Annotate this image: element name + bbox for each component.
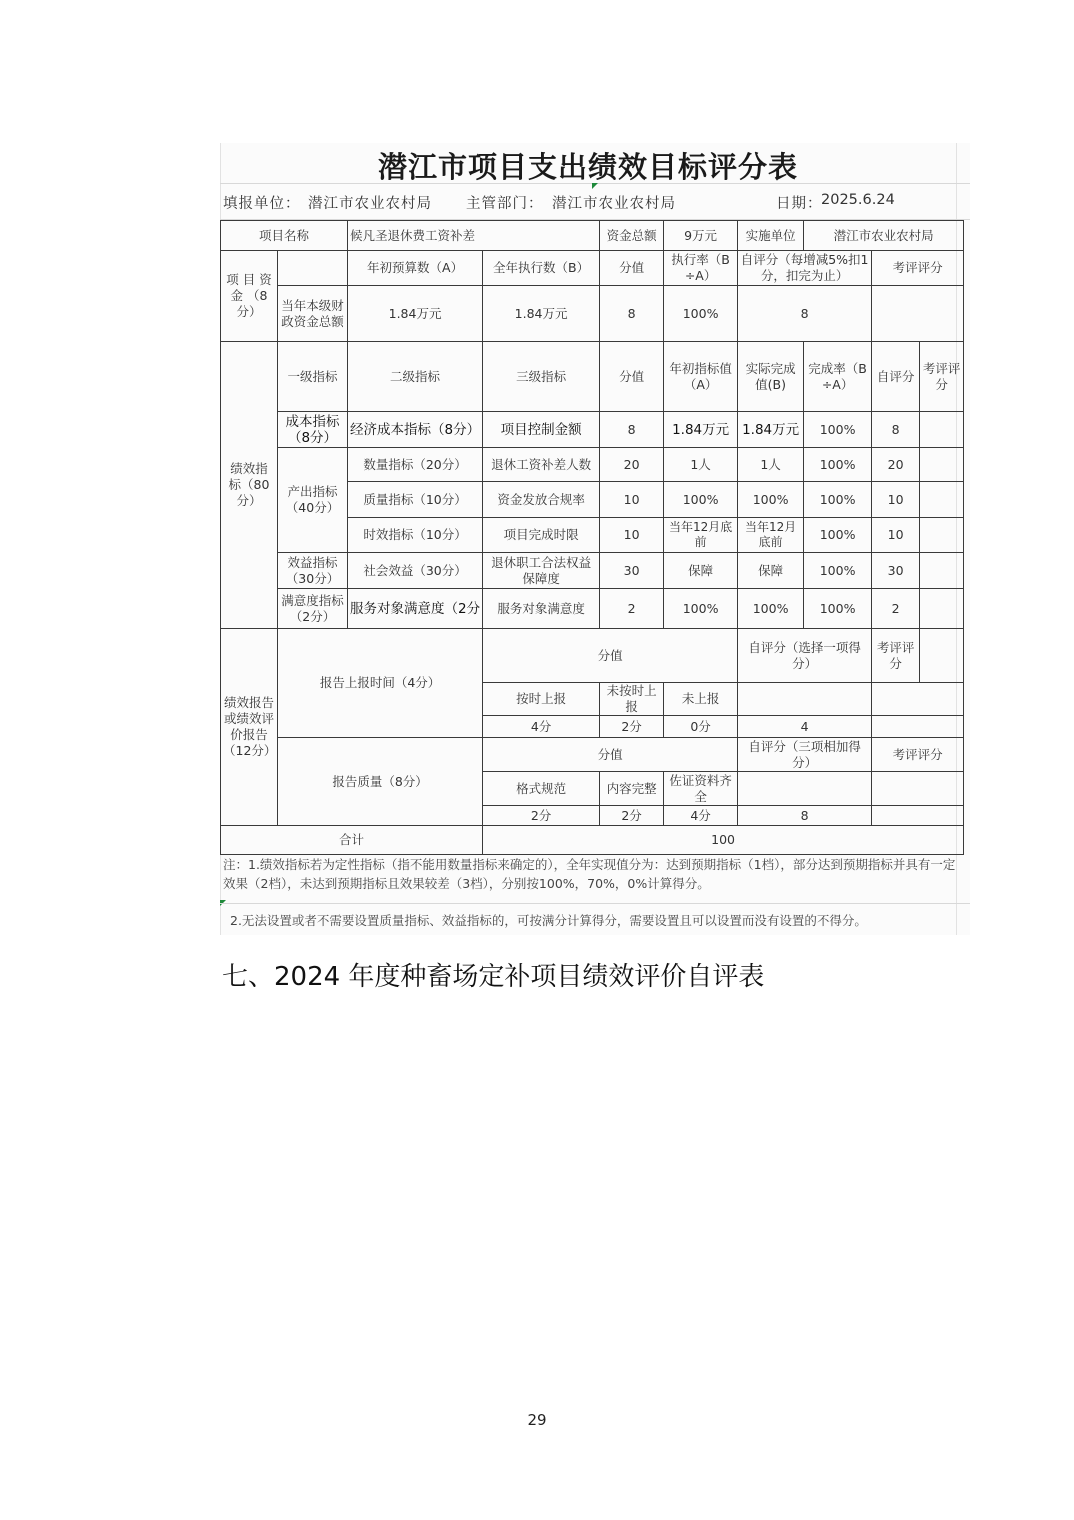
note-1: 注：1.绩效指标若为定性指标（指不能用数量指标来确定的），全年实现值分为：达到预期指标（1档），部分达到预期指标并具有一定效果（2档），未达到预期指标且效果较差（3档），分别按100%，70%，0%计算得分。 bbox=[223, 857, 956, 891]
indicator-rate: 100% bbox=[804, 448, 872, 482]
not-on-time-points: 2分 bbox=[600, 716, 664, 738]
perf-section-label: 绩效指 标（80 分） bbox=[221, 342, 278, 629]
indicator-lvl2: 质量指标（10分） bbox=[348, 482, 483, 518]
fiscal-rate: 100% bbox=[664, 286, 738, 342]
dept-label: 主管部门： bbox=[466, 196, 544, 212]
indicator-review bbox=[920, 589, 964, 629]
indicator-score: 10 bbox=[600, 518, 664, 553]
indicator-target: 1.84万元 bbox=[664, 412, 738, 448]
total-value: 100 bbox=[483, 826, 964, 855]
total-label: 合计 bbox=[221, 826, 483, 855]
score-header: 分值 bbox=[600, 251, 664, 286]
exec-b-header: 全年执行数（B） bbox=[483, 251, 600, 286]
empty-cell bbox=[872, 772, 964, 806]
review-score-header: 考评评分 bbox=[872, 251, 964, 286]
report-quality-label: 报告质量（8分） bbox=[278, 738, 483, 826]
indicator-rate: 100% bbox=[804, 412, 872, 448]
lvl3-header: 三级指标 bbox=[483, 342, 600, 412]
date-value: 2025.6.24 bbox=[821, 192, 895, 208]
budget-a-header: 年初预算数（A） bbox=[348, 251, 483, 286]
review-score-header: 考评评分 bbox=[920, 342, 964, 412]
evidence-points: 4分 bbox=[664, 806, 738, 826]
fiscal-exec: 1.84万元 bbox=[483, 286, 600, 342]
indicator-review bbox=[920, 412, 964, 448]
indicator-lvl2: 社会效益（30分） bbox=[348, 553, 483, 589]
indicator-lvl3: 服务对象满意度 bbox=[483, 589, 600, 629]
indicator-review bbox=[920, 553, 964, 589]
impl-unit: 潜江市农业农村局 bbox=[804, 221, 964, 251]
empty-cell bbox=[920, 629, 964, 683]
quality-self-header: 自评分（三项相加得分） bbox=[738, 738, 872, 772]
date-label: 日期： bbox=[776, 196, 823, 212]
indicator-review bbox=[920, 518, 964, 553]
indicator-actual: 1.84万元 bbox=[738, 412, 804, 448]
exec-rate-header: 执行率（B÷A） bbox=[664, 251, 738, 286]
report-self-header: 自评分（选择一项得分） bbox=[738, 629, 872, 683]
indicator-actual: 保障 bbox=[738, 553, 804, 589]
fund-total-label: 资金总额 bbox=[600, 221, 664, 251]
fiscal-review-score bbox=[872, 286, 964, 342]
indicator-lvl3: 退休职工合法权益保障度 bbox=[483, 553, 600, 589]
scanned-score-form bbox=[220, 143, 970, 935]
project-name-label: 项目名称 bbox=[221, 221, 348, 251]
fiscal-total-label: 当年本级财政资金总额 bbox=[278, 286, 348, 342]
indicator-rate: 100% bbox=[804, 518, 872, 553]
indicator-target: 保障 bbox=[664, 553, 738, 589]
empty-cell bbox=[872, 683, 964, 716]
indicator-lvl3: 资金发放合规率 bbox=[483, 482, 600, 518]
indicator-rate: 100% bbox=[804, 482, 872, 518]
sheet-gridline bbox=[220, 903, 970, 904]
indicator-review bbox=[920, 482, 964, 518]
not-reported-points: 0分 bbox=[664, 716, 738, 738]
indicator-rate: 100% bbox=[804, 553, 872, 589]
quality-review-score bbox=[872, 806, 964, 826]
indicator-lvl3: 项目控制金额 bbox=[483, 412, 600, 448]
on-time-option: 按时上报 bbox=[483, 683, 600, 716]
indicator-self: 2 bbox=[872, 589, 920, 629]
format-points: 2分 bbox=[483, 806, 600, 826]
indicator-lvl2: 数量指标（20分） bbox=[348, 448, 483, 482]
indicator-target: 100% bbox=[664, 589, 738, 629]
content-option: 内容完整 bbox=[600, 772, 664, 806]
form-title: 潜江市项目支出绩效目标评分表 bbox=[377, 150, 798, 184]
indicator-actual: 100% bbox=[738, 482, 804, 518]
actual-b-header: 实际完成值(B) bbox=[738, 342, 804, 412]
on-time-points: 4分 bbox=[483, 716, 600, 738]
quality-score-header: 分值 bbox=[483, 738, 738, 772]
indicator-target: 100% bbox=[664, 482, 738, 518]
indicator-review bbox=[920, 448, 964, 482]
indicator-target: 1人 bbox=[664, 448, 738, 482]
lvl2-header: 二级指标 bbox=[348, 342, 483, 412]
evidence-option: 佐证资料齐全 bbox=[664, 772, 738, 806]
score-header: 分值 bbox=[600, 342, 664, 412]
indicator-lvl3: 项目完成时限 bbox=[483, 518, 600, 553]
completion-header: 完成率（B÷A） bbox=[804, 342, 872, 412]
empty-cell bbox=[278, 251, 348, 286]
note-2: 2.无法设置或者不需要设置质量指标、效益指标的，可按满分计算得分，需要设置且可以设置而没有设置的不得分。 bbox=[230, 913, 867, 928]
format-option: 格式规范 bbox=[483, 772, 600, 806]
fiscal-budget: 1.84万元 bbox=[348, 286, 483, 342]
self-score-header: 自评分 bbox=[872, 342, 920, 412]
indicator-lvl1: 产出指标（40分） bbox=[278, 448, 348, 553]
report-time-review-score bbox=[872, 716, 964, 738]
report-score-header: 分值 bbox=[483, 629, 738, 683]
indicator-score: 10 bbox=[600, 482, 664, 518]
quality-self-score: 8 bbox=[738, 806, 872, 826]
dept-value: 潜江市农业农村局 bbox=[552, 196, 676, 212]
empty-cell bbox=[738, 772, 872, 806]
filler-label: 填报单位： bbox=[223, 196, 301, 212]
section-heading: 七、2024 年度种畜场定补项目绩效评价自评表 bbox=[222, 962, 765, 992]
indicator-lvl2: 经济成本指标（8分） bbox=[348, 412, 483, 448]
not-on-time-option: 未按时上报 bbox=[600, 683, 664, 716]
indicator-score: 20 bbox=[600, 448, 664, 482]
indicator-self: 10 bbox=[872, 482, 920, 518]
report-time-self-score: 4 bbox=[738, 716, 872, 738]
fund-section-label: 项 目 资 金 （8分） bbox=[221, 251, 278, 342]
indicator-actual: 100% bbox=[738, 589, 804, 629]
indicator-lvl1: 满意度指标（2分） bbox=[278, 589, 348, 629]
indicator-actual: 1人 bbox=[738, 448, 804, 482]
lvl1-header: 一级指标 bbox=[278, 342, 348, 412]
impl-unit-label: 实施单位 bbox=[738, 221, 804, 251]
score-table bbox=[220, 220, 964, 855]
indicator-target: 当年12月底前 bbox=[664, 518, 738, 553]
indicator-lvl1: 效益指标（30分） bbox=[278, 553, 348, 589]
indicator-lvl2: 时效指标（10分） bbox=[348, 518, 483, 553]
indicator-self: 10 bbox=[872, 518, 920, 553]
indicator-self: 30 bbox=[872, 553, 920, 589]
quality-review-header: 考评评分 bbox=[872, 738, 964, 772]
self-eval-rule-header: 自评分（每增减5%扣1分，扣完为止） bbox=[738, 251, 872, 286]
report-time-label: 报告上报时间（4分） bbox=[278, 629, 483, 738]
indicator-actual: 当年12月底前 bbox=[738, 518, 804, 553]
indicator-self: 8 bbox=[872, 412, 920, 448]
content-points: 2分 bbox=[600, 806, 664, 826]
page-number: 29 bbox=[527, 1411, 547, 1429]
report-review-header: 考评评分 bbox=[872, 629, 920, 683]
indicator-score: 2 bbox=[600, 589, 664, 629]
indicator-lvl1: 成本指标（8分） bbox=[278, 412, 348, 448]
indicator-score: 30 bbox=[600, 553, 664, 589]
indicator-self: 20 bbox=[872, 448, 920, 482]
indicator-rate: 100% bbox=[804, 589, 872, 629]
project-name: 候凡圣退休费工资补差 bbox=[348, 221, 600, 251]
indicator-lvl3: 退休工资补差人数 bbox=[483, 448, 600, 482]
filler-value: 潜江市农业农村局 bbox=[308, 196, 432, 212]
target-a-header: 年初指标值（A） bbox=[664, 342, 738, 412]
fiscal-score: 8 bbox=[600, 286, 664, 342]
report-section-label: 绩效报告或绩效评价报告（12分） bbox=[221, 629, 278, 826]
indicator-score: 8 bbox=[600, 412, 664, 448]
not-reported-option: 未上报 bbox=[664, 683, 738, 716]
fund-total: 9万元 bbox=[664, 221, 738, 251]
indicator-lvl2: 服务对象满意度（2分 bbox=[348, 589, 483, 629]
fiscal-self-score: 8 bbox=[738, 286, 872, 342]
empty-cell bbox=[738, 683, 872, 716]
